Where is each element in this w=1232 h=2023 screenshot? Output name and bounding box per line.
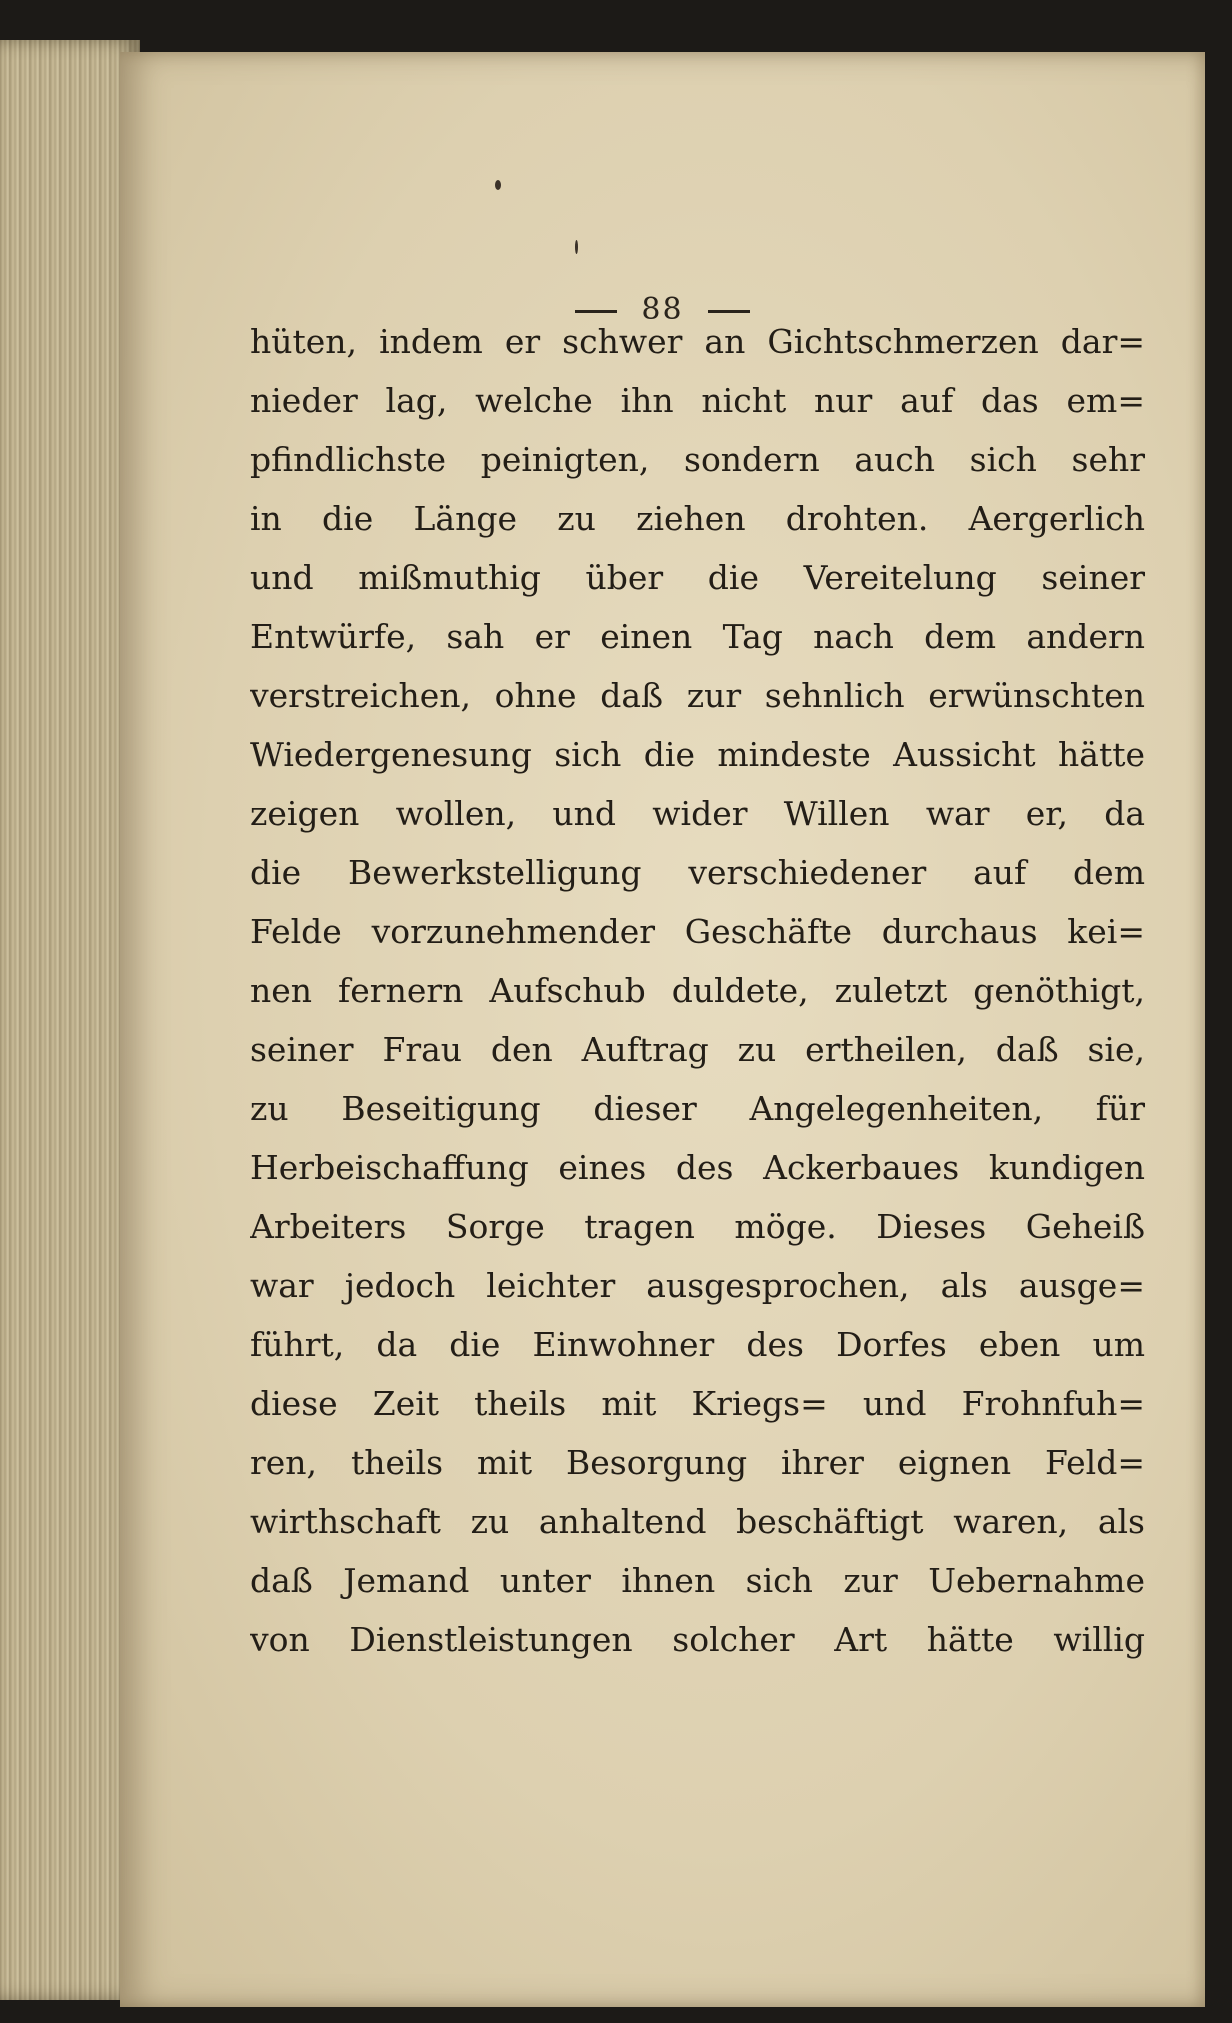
text-line: seiner Frau den Auftrag zu ertheilen, daß sie,	[250, 1030, 1145, 1069]
text-line: führt, da die Einwohner des Dorfes eben um	[250, 1325, 1145, 1364]
text-line: in die Länge zu ziehen drohten. Aergerlich	[250, 499, 1145, 538]
text-line: von Dienstleistungen solcher Art hätte willig	[250, 1620, 1145, 1659]
text-line: und mißmuthig über die Vereitelung seiner	[250, 558, 1145, 597]
paper-speck	[575, 240, 578, 254]
text-line: nen fernern Aufschub duldete, zuletzt genöthigt,	[250, 971, 1145, 1010]
text-line: Arbeiters Sorge tragen möge. Dieses Geheiß	[250, 1207, 1145, 1246]
text-line: war jedoch leichter ausgesprochen, als ausge=	[250, 1266, 1145, 1305]
text-line: Herbeischaffung eines des Ackerbaues kundigen	[250, 1148, 1145, 1187]
text-line: die Bewerkstelligung verschiedener auf dem	[250, 853, 1145, 892]
text-line: Entwürfe, sah er einen Tag nach dem andern	[250, 617, 1145, 656]
body-text	[250, 312, 1145, 1669]
text-line: nieder lag, welche ihn nicht nur auf das em=	[250, 381, 1145, 420]
text-line: verstreichen, ohne daß zur sehnlich erwünschten	[250, 676, 1145, 715]
text-line: diese Zeit theils mit Kriegs= und Frohnfuh=	[250, 1384, 1145, 1423]
text-line: wirthschaft zu anhaltend beschäftigt waren, als	[250, 1502, 1145, 1541]
text-line: Wiedergenesung sich die mindeste Aussicht hätte	[250, 735, 1145, 774]
text-line: ren, theils mit Besorgung ihrer eignen Feld=	[250, 1443, 1145, 1482]
text-line: Felde vorzunehmender Geschäfte durchaus kei=	[250, 912, 1145, 951]
text-line: daß Jemand unter ihnen sich zur Uebernahme	[250, 1561, 1145, 1600]
text-line: hüten, indem er schwer an Gichtschmerzen dar=	[250, 322, 1145, 361]
page-number: 88	[641, 292, 684, 327]
paper-speck	[495, 180, 501, 190]
text-line: zu Beseitigung dieser Angelegenheiten, für	[250, 1089, 1145, 1128]
text-line: pfindlichste peinigten, sondern auch sich sehr	[250, 440, 1145, 479]
book-page-edges	[0, 40, 140, 2000]
text-line: zeigen wollen, und wider Willen war er, da	[250, 794, 1145, 833]
